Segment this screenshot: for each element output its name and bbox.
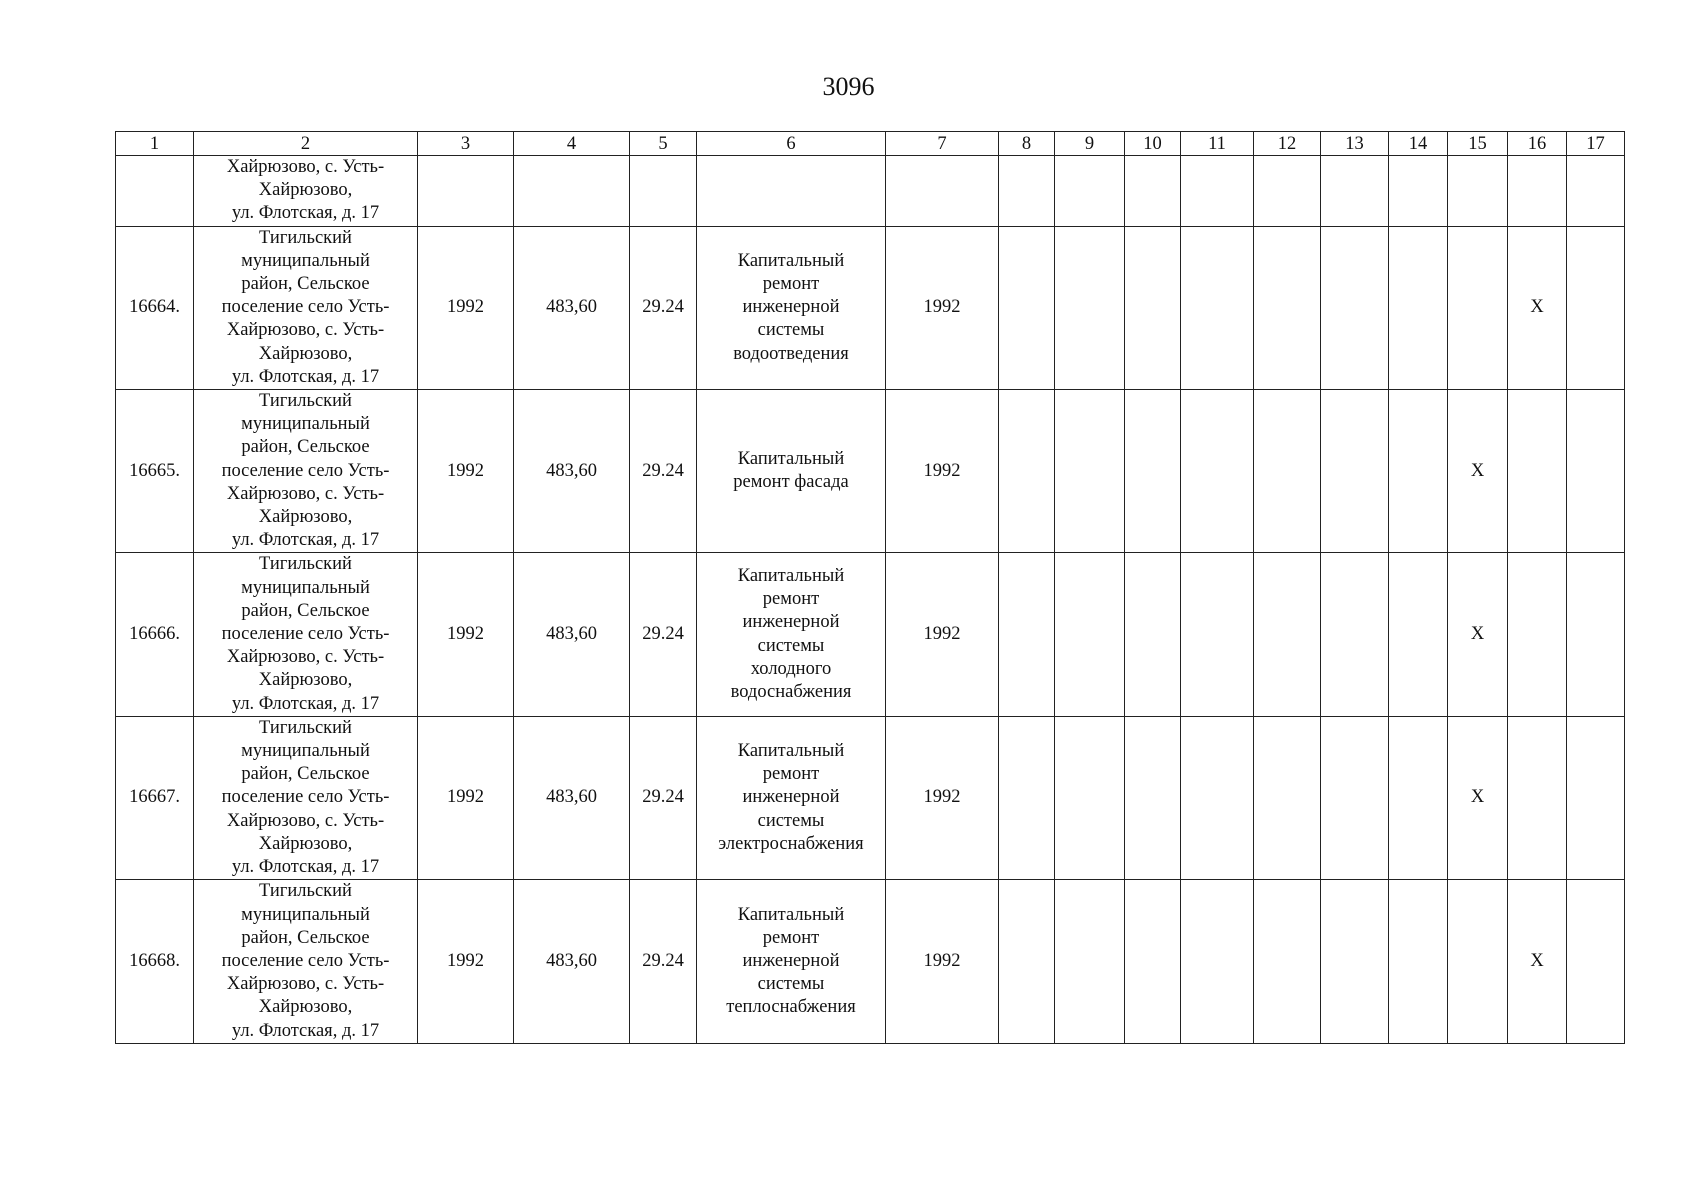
column-header-17: 17 bbox=[1567, 132, 1625, 156]
cell-col13 bbox=[1321, 226, 1389, 389]
cell-col8 bbox=[999, 390, 1055, 553]
table-row bbox=[116, 553, 1625, 716]
table-row bbox=[116, 390, 1625, 553]
column-header-5: 5 bbox=[630, 132, 697, 156]
column-header-13: 13 bbox=[1321, 132, 1389, 156]
cell-col16: X bbox=[1508, 226, 1567, 389]
cell-col8 bbox=[999, 716, 1055, 879]
cell-area: 483,60 bbox=[514, 226, 630, 389]
cell-col17 bbox=[1567, 716, 1625, 879]
cell-col8 bbox=[999, 880, 1055, 1043]
cell-area: 483,60 bbox=[514, 880, 630, 1043]
cell-num: 16665. bbox=[116, 390, 194, 553]
cell-col9 bbox=[1055, 390, 1125, 553]
cell-num: 16664. bbox=[116, 226, 194, 389]
column-header-16: 16 bbox=[1508, 132, 1567, 156]
cell-col10 bbox=[1125, 880, 1181, 1043]
cell-work-type: Капитальный ремонт инженерной системы электроснабжения bbox=[697, 716, 886, 879]
cell-col14 bbox=[1389, 716, 1448, 879]
cell-work-type: Капитальный ремонт фасада bbox=[697, 390, 886, 553]
cell-col14 bbox=[1389, 390, 1448, 553]
cell-col15 bbox=[1448, 226, 1508, 389]
cell-col8 bbox=[999, 226, 1055, 389]
cell-col5: 29.24 bbox=[630, 553, 697, 716]
cell-year: 1992 bbox=[418, 880, 514, 1043]
cell-work-type: Капитальный ремонт инженерной системы водоотведения bbox=[697, 226, 886, 389]
cell-num: 16667. bbox=[116, 716, 194, 879]
cell-col17 bbox=[1567, 390, 1625, 553]
cell-address: Тигильский муниципальный район, Сельское поселение село Усть- Хайрюзово, с. Усть- Хайрюзово, ул. Флотская, д. 17 bbox=[194, 226, 418, 389]
cell-col9 bbox=[1055, 880, 1125, 1043]
cell-col16 bbox=[1508, 553, 1567, 716]
cell-col5: 29.24 bbox=[630, 716, 697, 879]
cell-col16 bbox=[1508, 390, 1567, 553]
cell-col13 bbox=[1321, 553, 1389, 716]
cell-col15: X bbox=[1448, 716, 1508, 879]
cell-col15: X bbox=[1448, 553, 1508, 716]
column-header-9: 9 bbox=[1055, 132, 1125, 156]
cell-col12 bbox=[1254, 880, 1321, 1043]
cell-work-type: Капитальный ремонт инженерной системы теплоснабжения bbox=[697, 880, 886, 1043]
cell-address: Тигильский муниципальный район, Сельское поселение село Усть- Хайрюзово, с. Усть- Хайрюзово, ул. Флотская, д. 17 bbox=[194, 390, 418, 553]
cell-col13 bbox=[1321, 716, 1389, 879]
table-row bbox=[116, 226, 1625, 389]
cell-col7: 1992 bbox=[886, 390, 999, 553]
table-row bbox=[116, 880, 1625, 1043]
cell-col16: X bbox=[1508, 880, 1567, 1043]
page-number: 3096 bbox=[822, 72, 875, 101]
cell-num: 16668. bbox=[116, 880, 194, 1043]
cell-col14 bbox=[1389, 553, 1448, 716]
cell-col9 bbox=[1055, 716, 1125, 879]
cell-num bbox=[116, 156, 194, 227]
cell-col12 bbox=[1254, 390, 1321, 553]
column-header-3: 3 bbox=[418, 132, 514, 156]
cell-col12 bbox=[1254, 553, 1321, 716]
column-header-1: 1 bbox=[116, 132, 194, 156]
cell-col8 bbox=[999, 553, 1055, 716]
column-header-10: 10 bbox=[1125, 132, 1181, 156]
cell-address: Хайрюзово, с. Усть- Хайрюзово, ул. Флотская, д. 17 bbox=[194, 156, 418, 227]
column-header-11: 11 bbox=[1181, 132, 1254, 156]
cell-col15: X bbox=[1448, 390, 1508, 553]
cell-col15 bbox=[1448, 880, 1508, 1043]
column-header-8: 8 bbox=[999, 132, 1055, 156]
cell-col11 bbox=[1181, 390, 1254, 553]
cell-col10 bbox=[1125, 226, 1181, 389]
cell-address: Тигильский муниципальный район, Сельское поселение село Усть- Хайрюзово, с. Усть- Хайрюзово, ул. Флотская, д. 17 bbox=[194, 553, 418, 716]
column-header-7: 7 bbox=[886, 132, 999, 156]
continuation-row bbox=[116, 156, 1625, 227]
cell-col7: 1992 bbox=[886, 226, 999, 389]
cell-col5: 29.24 bbox=[630, 226, 697, 389]
cell-col16 bbox=[1508, 716, 1567, 879]
cell-col10 bbox=[1125, 716, 1181, 879]
cell-col13 bbox=[1321, 390, 1389, 553]
cell-col14 bbox=[1389, 880, 1448, 1043]
cell-col7: 1992 bbox=[886, 553, 999, 716]
cell-year: 1992 bbox=[418, 390, 514, 553]
cell-col17 bbox=[1567, 553, 1625, 716]
table-row bbox=[116, 716, 1625, 879]
cell-col11 bbox=[1181, 553, 1254, 716]
cell-col5: 29.24 bbox=[630, 880, 697, 1043]
cell-col10 bbox=[1125, 553, 1181, 716]
cell-col12 bbox=[1254, 226, 1321, 389]
cell-address: Тигильский муниципальный район, Сельское поселение село Усть- Хайрюзово, с. Усть- Хайрюзово, ул. Флотская, д. 17 bbox=[194, 716, 418, 879]
cell-area: 483,60 bbox=[514, 390, 630, 553]
cell-col17 bbox=[1567, 880, 1625, 1043]
column-header-14: 14 bbox=[1389, 132, 1448, 156]
cell-col9 bbox=[1055, 553, 1125, 716]
cell-year: 1992 bbox=[418, 716, 514, 879]
cell-address: Тигильский муниципальный район, Сельское поселение село Усть- Хайрюзово, с. Усть- Хайрюзово, ул. Флотская, д. 17 bbox=[194, 880, 418, 1043]
column-header-12: 12 bbox=[1254, 132, 1321, 156]
cell-area: 483,60 bbox=[514, 553, 630, 716]
column-header-4: 4 bbox=[514, 132, 630, 156]
cell-year: 1992 bbox=[418, 553, 514, 716]
cell-area: 483,60 bbox=[514, 716, 630, 879]
cell-year: 1992 bbox=[418, 226, 514, 389]
cell-col11 bbox=[1181, 880, 1254, 1043]
cell-col7: 1992 bbox=[886, 880, 999, 1043]
cell-col11 bbox=[1181, 226, 1254, 389]
cell-num: 16666. bbox=[116, 553, 194, 716]
header-row bbox=[116, 132, 1625, 156]
cell-col12 bbox=[1254, 716, 1321, 879]
column-header-2: 2 bbox=[194, 132, 418, 156]
cell-work-type: Капитальный ремонт инженерной системы холодного водоснабжения bbox=[697, 553, 886, 716]
cell-col13 bbox=[1321, 880, 1389, 1043]
capital-repair-table bbox=[115, 131, 1625, 1044]
column-header-6: 6 bbox=[697, 132, 886, 156]
cell-col11 bbox=[1181, 716, 1254, 879]
cell-col17 bbox=[1567, 226, 1625, 389]
cell-col5: 29.24 bbox=[630, 390, 697, 553]
cell-col7: 1992 bbox=[886, 716, 999, 879]
cell-col9 bbox=[1055, 226, 1125, 389]
cell-col14 bbox=[1389, 226, 1448, 389]
column-header-15: 15 bbox=[1448, 132, 1508, 156]
cell-col10 bbox=[1125, 390, 1181, 553]
